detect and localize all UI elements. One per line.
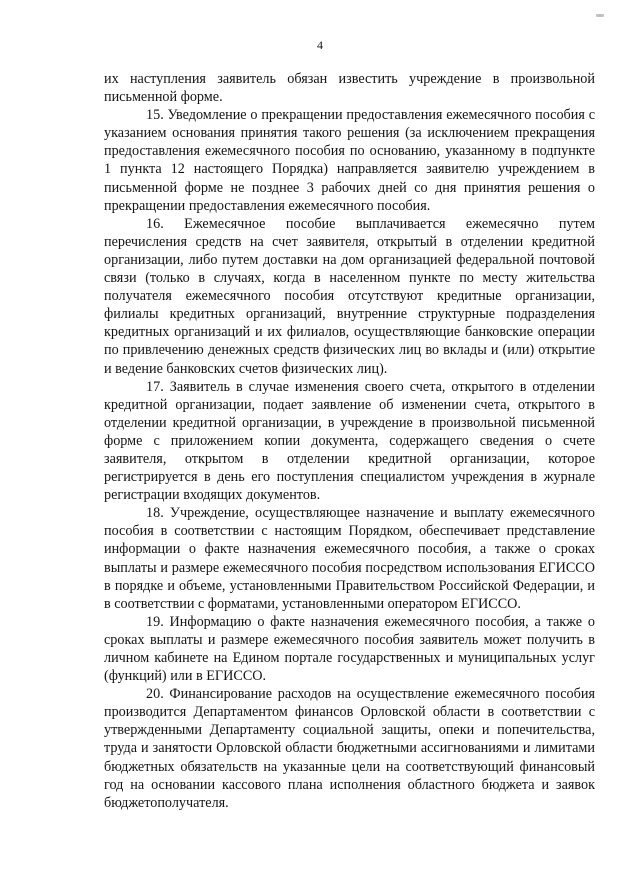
scan-mark xyxy=(596,14,604,17)
page-number: 4 xyxy=(317,38,323,52)
document-body xyxy=(104,70,595,812)
paragraph-continuation: их наступления заявитель обязан известить учреждение в произвольной письменной форме. xyxy=(104,71,595,106)
paragraph-15: 15. Уведомление о прекращении предоставления ежемесячного пособия с указанием основания принятия такого решения (за исключением прекращения предоставления ежемесячного пособия по основанию, указанному в подпункте 1 пункта 12 настоящего Порядка) направляется заявителю учреждением в письменной форме не позднее 3 рабочих дней со дня принятия решения о прекращении предоставления ежемесячного пособия. xyxy=(104,107,595,214)
paragraph-16: 16. Ежемесячное пособие выплачивается ежемесячно путем перечисления средств на счет заявителя, открытый в отделении кредитной организации, либо путем доставки на дом организацией федеральной почтовой связи (только в случаях, когда в населенном пункте по месту жительства получателя ежемесячного пособия отсутствуют кредитные организации, филиалы кредитных организаций, внутренние структурные подразделения кредитных организаций и их филиалов, осуществляющие банковские операции по привлечению денежных средств физических лиц во вклады и (или) открытие и ведение банковских счетов физических лиц). xyxy=(104,215,595,377)
paragraph-20: 20. Финансирование расходов на осуществление ежемесячного пособия производится Департаментом финансов Орловской области в соответствии с утвержденными Департаменту социальной защиты, опеки и попечительства, труда и занятости Орловской области бюджетными ассигнованиями и лимитами бюджетных обязательств на указанные цели на соответствующий финансовый год на основании кассового плана исполнения областного бюджета и заявок бюджетополучателя. xyxy=(104,686,595,811)
paragraph-19: 19. Информацию о факте назначения ежемесячного пособия, а также о сроках выплаты и размере ежемесячного пособия заявитель может получить в личном кабинете на Едином портале государственных и муниципальных услуг (функций) или в ЕГИССО. xyxy=(104,613,595,685)
paragraph-17: 17. Заявитель в случае изменения своего счета, открытого в отделении кредитной организации, подает заявление об изменении счета, открытого в отделении кредитной организации, в учреждение в произвольной письменной форме с приложением копии документа, содержащего сведения о счете заявителя, открытом в отделении кредитной организации, которое регистрируется в день его поступления специалистом учреждения в журнале регистрации входящих документов. xyxy=(104,378,595,504)
paragraph-18: 18. Учреждение, осуществляющее назначение и выплату ежемесячного пособия в соответствии с настоящим Порядком, обеспечивает представление информации о факте назначения ежемесячного пособия, а также о сроках выплаты и размере ежемесячного пособия посредством использования ЕГИССО в порядке и объеме, установленными Правительством Российской Федерации, и в соответствии с форматами, установленными оператором ЕГИССО. xyxy=(104,505,595,612)
